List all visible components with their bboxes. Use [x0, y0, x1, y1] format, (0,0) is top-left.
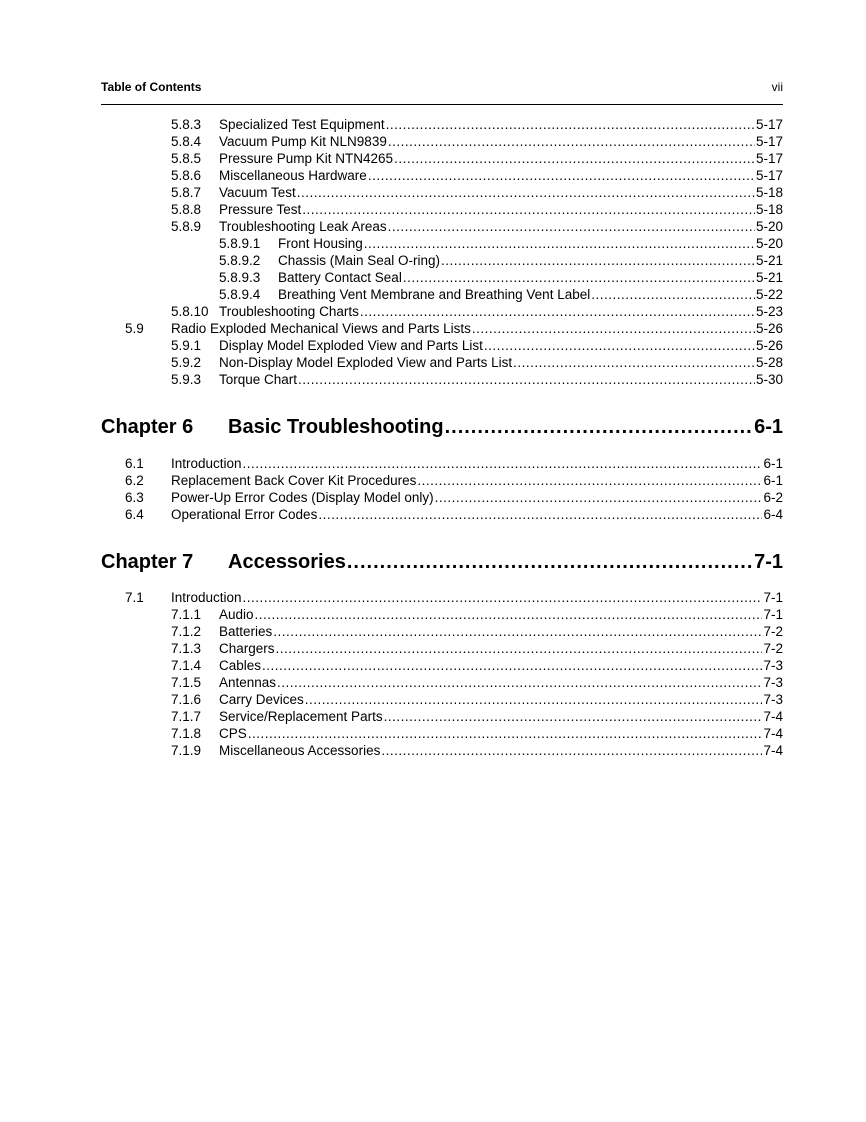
entry-number: 7.1.2 — [171, 624, 202, 639]
entry-page: 6-1 — [763, 473, 783, 488]
entry-title: Non-Display Model Exploded View and Parts List — [219, 355, 513, 370]
entry-number: 6.2 — [125, 473, 144, 488]
toc-entry[interactable] — [0, 472, 866, 489]
dot-leader — [472, 320, 755, 337]
dot-leader — [484, 337, 755, 354]
dot-leader — [298, 371, 755, 388]
entry-title: Pressure Test — [219, 202, 302, 217]
toc-entry[interactable] — [0, 320, 866, 337]
entry-page: 7-3 — [763, 658, 783, 673]
toc-entry[interactable] — [0, 235, 866, 252]
chapter-title: Accessories — [228, 551, 346, 573]
toc-entry[interactable] — [0, 201, 866, 218]
entry-page: 5-20 — [755, 219, 783, 234]
entry-title: Power-Up Error Codes (Display Model only) — [171, 490, 434, 505]
entry-page: 5-17 — [755, 117, 783, 132]
entry-title: Breathing Vent Membrane and Breathing Vent Label — [278, 287, 591, 302]
dot-leader — [364, 235, 755, 252]
entry-page: 5-26 — [755, 338, 783, 353]
dot-leader — [255, 606, 763, 623]
entry-title: Audio — [219, 607, 254, 622]
toc-entry[interactable] — [0, 303, 866, 320]
dot-leader — [302, 201, 755, 218]
entry-title: Replacement Back Cover Kit Procedures — [171, 473, 417, 488]
dot-leader — [347, 549, 752, 575]
entry-title: Antennas — [219, 675, 277, 690]
entry-page: 7-4 — [763, 743, 783, 758]
toc-entry[interactable] — [0, 218, 866, 235]
dot-leader — [445, 414, 753, 440]
entry-number: 5.8.9.3 — [219, 270, 261, 285]
entry-number: 6.1 — [125, 456, 144, 471]
entry-page: 5-26 — [755, 321, 783, 336]
dot-leader — [591, 286, 755, 303]
entry-page: 7-2 — [763, 641, 783, 656]
toc-entry[interactable] — [0, 623, 866, 640]
entry-page: 7-4 — [763, 726, 783, 741]
entry-number: 7.1 — [125, 590, 144, 605]
entry-number: 5.8.9 — [171, 219, 202, 234]
entry-title: CPS — [219, 726, 247, 741]
dot-leader — [360, 303, 755, 320]
entry-page: 6-1 — [763, 456, 783, 471]
header-page-number: vii — [771, 80, 783, 94]
toc-entry[interactable] — [0, 354, 866, 371]
toc-entry[interactable] — [0, 589, 866, 606]
toc-entry[interactable] — [0, 269, 866, 286]
dot-leader — [273, 623, 762, 640]
entry-title: Battery Contact Seal — [278, 270, 402, 285]
entry-number: 6.4 — [125, 507, 144, 522]
toc-entry[interactable] — [0, 371, 866, 388]
entry-page: 5-18 — [755, 202, 783, 217]
entry-title: Introduction — [171, 456, 242, 471]
running-header — [101, 80, 783, 98]
entry-title: Cables — [219, 658, 262, 673]
entry-title: Vacuum Test — [219, 185, 296, 200]
entry-page: 6-2 — [763, 490, 783, 505]
dot-leader — [394, 150, 755, 167]
entry-title: Operational Error Codes — [171, 507, 318, 522]
entry-title: Troubleshooting Leak Areas — [219, 219, 387, 234]
entry-page: 7-2 — [763, 624, 783, 639]
entry-number: 7.1.1 — [171, 607, 202, 622]
header-title: Table of Contents — [101, 80, 202, 94]
chapter-page: 6-1 — [754, 416, 783, 438]
toc-entry[interactable] — [0, 640, 866, 657]
entry-title: Carry Devices — [219, 692, 304, 707]
entry-number: 5.9.2 — [171, 355, 202, 370]
dot-leader — [513, 354, 755, 371]
dot-leader — [318, 506, 762, 523]
dot-leader — [305, 691, 763, 708]
entry-number: 6.3 — [125, 490, 144, 505]
entry-title: Chargers — [219, 641, 275, 656]
entry-page: 5-21 — [755, 253, 783, 268]
dot-leader — [276, 640, 763, 657]
toc-entry[interactable] — [0, 286, 866, 303]
entry-page: 7-3 — [763, 692, 783, 707]
dot-leader — [368, 167, 755, 184]
chapter-7-heading[interactable] — [101, 549, 783, 575]
dot-leader — [248, 725, 763, 742]
entry-title: Batteries — [219, 624, 273, 639]
chapter-label: Chapter 7 — [101, 551, 194, 573]
entry-title: Miscellaneous Accessories — [219, 743, 381, 758]
chapter-page: 7-1 — [754, 551, 783, 573]
chapter-label: Chapter 6 — [101, 416, 194, 438]
entry-page: 7-4 — [763, 709, 783, 724]
entry-number: 5.8.3 — [171, 117, 202, 132]
entry-page: 5-30 — [755, 372, 783, 387]
toc-entry[interactable] — [0, 489, 866, 506]
dot-leader — [297, 184, 755, 201]
entry-page: 5-20 — [755, 236, 783, 251]
toc-entry[interactable] — [0, 506, 866, 523]
entry-page: 5-18 — [755, 185, 783, 200]
dot-leader — [243, 455, 763, 472]
entry-page: 6-4 — [763, 507, 783, 522]
entry-number: 7.1.3 — [171, 641, 202, 656]
entry-page: 5-22 — [755, 287, 783, 302]
entry-number: 7.1.4 — [171, 658, 202, 673]
dot-leader — [386, 116, 755, 133]
toc-entry[interactable] — [0, 116, 866, 133]
toc-entry[interactable] — [0, 725, 866, 742]
entry-number: 7.1.8 — [171, 726, 202, 741]
entry-page: 7-1 — [763, 590, 783, 605]
dot-leader — [435, 489, 763, 506]
entry-page: 5-17 — [755, 168, 783, 183]
entry-title: Service/Replacement Parts — [219, 709, 383, 724]
toc-entry[interactable] — [0, 167, 866, 184]
toc-entry[interactable] — [0, 657, 866, 674]
toc-entry[interactable] — [0, 691, 866, 708]
entry-page: 5-23 — [755, 304, 783, 319]
toc-entry[interactable] — [0, 133, 866, 150]
toc-entry[interactable] — [0, 455, 866, 472]
entry-number: 5.9.3 — [171, 372, 202, 387]
entry-number: 7.1.6 — [171, 692, 202, 707]
entry-number: 5.8.5 — [171, 151, 202, 166]
entry-page: 5-17 — [755, 134, 783, 149]
toc-entry[interactable] — [0, 337, 866, 354]
dot-leader — [403, 269, 755, 286]
dot-leader — [384, 708, 763, 725]
entry-title: Specialized Test Equipment — [219, 117, 385, 132]
entry-title: Pressure Pump Kit NTN4265 — [219, 151, 394, 166]
toc-entry[interactable] — [0, 150, 866, 167]
dot-leader — [277, 674, 762, 691]
entry-number: 5.8.8 — [171, 202, 202, 217]
dot-leader — [388, 133, 755, 150]
entry-title: Introduction — [171, 590, 242, 605]
dot-leader — [381, 742, 762, 759]
entry-title: Torque Chart — [219, 372, 298, 387]
toc-entry[interactable] — [0, 674, 866, 691]
entry-page: 5-28 — [755, 355, 783, 370]
entry-number: 5.8.6 — [171, 168, 202, 183]
toc-entry[interactable] — [0, 742, 866, 759]
dot-leader — [243, 589, 763, 606]
entry-number: 5.8.9.2 — [219, 253, 261, 268]
entry-title: Miscellaneous Hardware — [219, 168, 367, 183]
entry-number: 5.8.4 — [171, 134, 202, 149]
entry-number: 5.8.9.4 — [219, 287, 261, 302]
chapter-6-heading[interactable] — [101, 414, 783, 440]
entry-number: 5.8.9.1 — [219, 236, 261, 251]
dot-leader — [417, 472, 762, 489]
entry-number: 5.9 — [125, 321, 144, 336]
chapter-title: Basic Troubleshooting — [228, 416, 444, 438]
toc-entry[interactable] — [0, 708, 866, 725]
entry-number: 7.1.9 — [171, 743, 202, 758]
entry-title: Display Model Exploded View and Parts List — [219, 338, 483, 353]
entry-number: 5.8.7 — [171, 185, 202, 200]
toc-entry[interactable] — [0, 606, 866, 623]
entry-number: 7.1.7 — [171, 709, 202, 724]
entry-title: Troubleshooting Charts — [219, 304, 359, 319]
entry-title: Vacuum Pump Kit NLN9839 — [219, 134, 387, 149]
entry-title: Chassis (Main Seal O-ring) — [278, 253, 441, 268]
dot-leader — [262, 657, 762, 674]
toc-entry[interactable] — [0, 184, 866, 201]
header-rule — [101, 104, 783, 105]
dot-leader — [441, 252, 755, 269]
entry-number: 5.9.1 — [171, 338, 202, 353]
entry-page: 7-3 — [763, 675, 783, 690]
entry-page: 5-21 — [755, 270, 783, 285]
dot-leader — [388, 218, 755, 235]
toc-entry[interactable] — [0, 252, 866, 269]
entry-number: 7.1.5 — [171, 675, 202, 690]
entry-title: Radio Exploded Mechanical Views and Parts Lists — [171, 321, 471, 336]
entry-page: 5-17 — [755, 151, 783, 166]
entry-title: Front Housing — [278, 236, 363, 251]
entry-page: 7-1 — [763, 607, 783, 622]
entry-number: 5.8.10 — [171, 304, 209, 319]
